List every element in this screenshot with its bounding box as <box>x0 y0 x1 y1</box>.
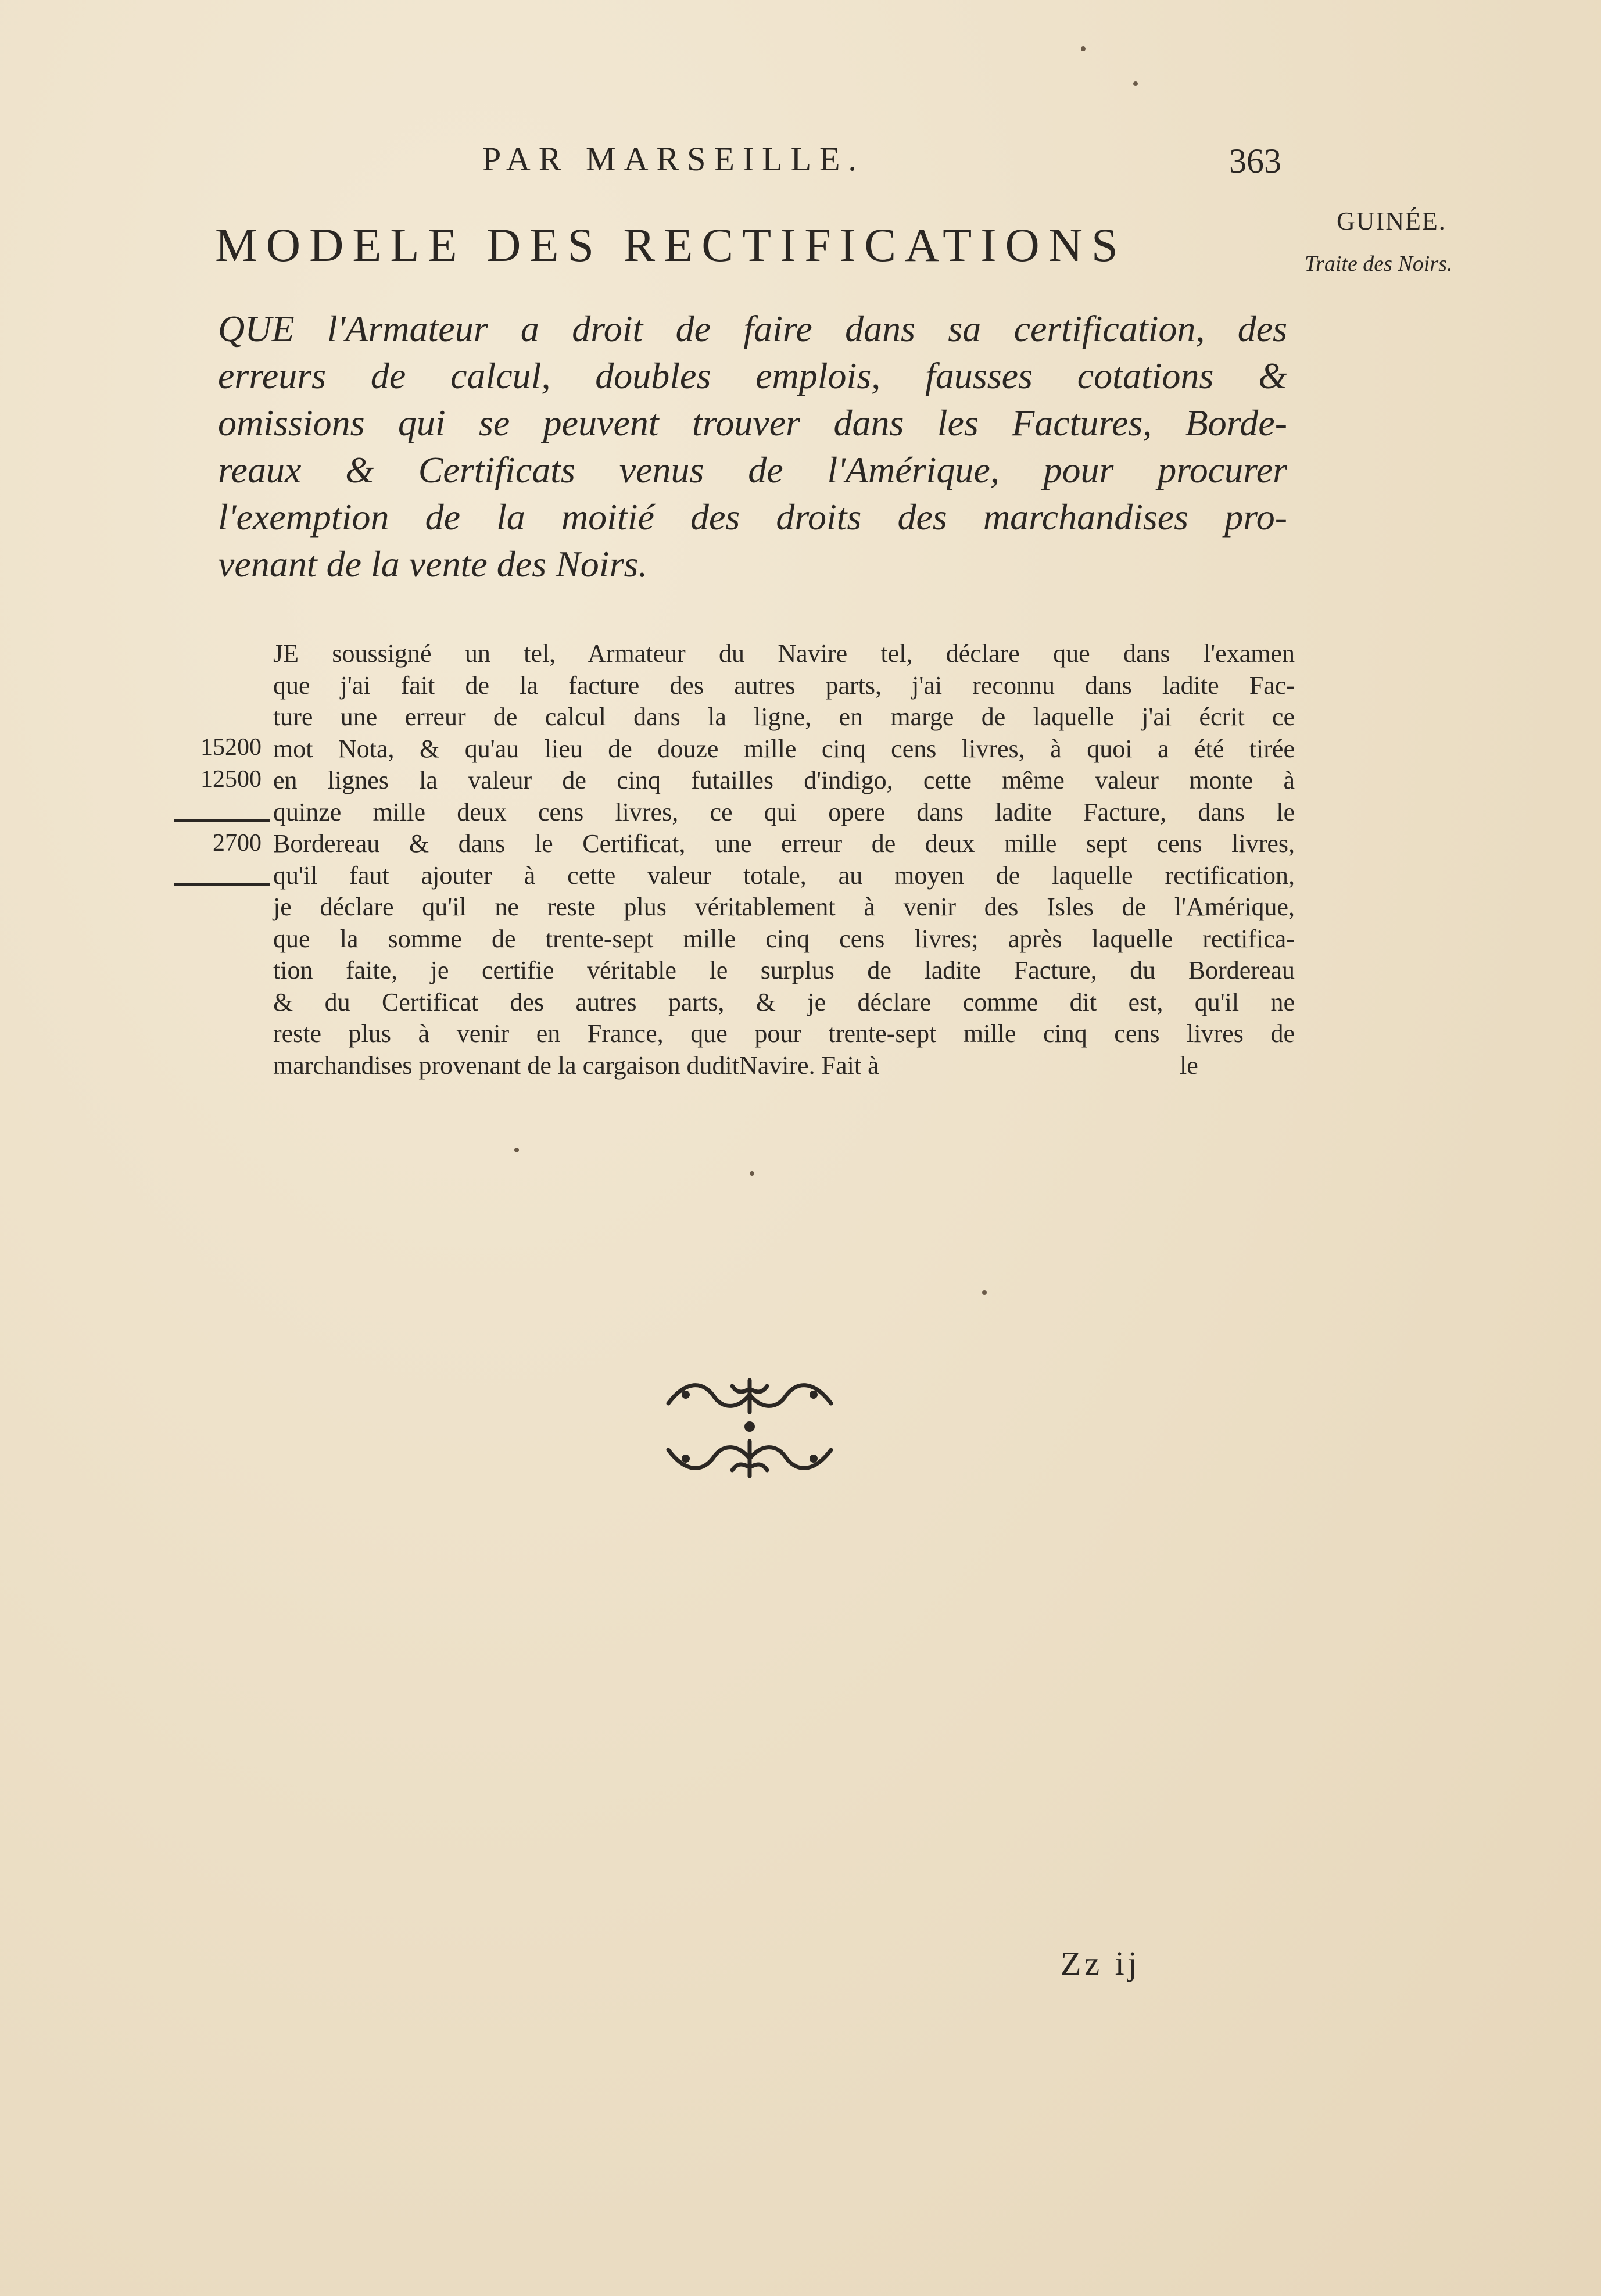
body-line-last-text: marchandises provenant de la cargaison duditNavire. Fait à <box>273 1051 879 1080</box>
body-line: que la somme de trente-sept mille cinq cens livres; après laquelle rectifica- <box>273 924 1295 953</box>
body-line: que j'ai fait de la facture des autres parts, j'ai reconnu dans ladite Fac- <box>273 671 1295 700</box>
preamble-line: reaux & Certificats venus de l'Amérique, pour procurer <box>218 449 1287 490</box>
margin-rule <box>174 883 270 886</box>
body-line: Bordereau & dans le Certificat, une erreur de deux mille sept cens livres, <box>273 829 1295 858</box>
preamble-line: omissions qui se peuvent trouver dans les Factures, Borde- <box>218 402 1287 443</box>
preamble-line: venant de la vente des Noirs. <box>218 543 648 585</box>
gathering-signature: Zz ij <box>1061 1944 1141 1982</box>
body-line: ture une erreur de calcul dans la ligne, en marge de laquelle j'ai écrit ce <box>273 703 1295 731</box>
preamble-line: erreurs de calcul, doubles emplois, fausses cotations & <box>218 355 1287 396</box>
margin-figure-original: 12500 <box>200 766 262 793</box>
margin-note-section: GUINÉE. <box>1337 207 1446 235</box>
body-text <box>273 638 1296 1081</box>
preamble-line: QUE l'Armateur a droit de faire dans sa certification, des <box>218 308 1287 349</box>
body-line: je déclare qu'il ne reste plus véritablement à venir des Isles de l'Amérique, <box>273 893 1295 921</box>
body-line: reste plus à venir en France, que pour trente-sept mille cinq cens livres de <box>273 1019 1295 1048</box>
margin-figure-difference: 2700 <box>213 830 262 857</box>
body-line: quinze mille deux cens livres, ce qui opere dans ladite Facture, dans le <box>273 797 1295 826</box>
body-line: qu'il faut ajouter à cette valeur totale, au moyen de laquelle rectification, <box>273 861 1295 890</box>
paper-speck <box>982 1290 987 1295</box>
paper-speck <box>514 1148 519 1152</box>
body-line-last <box>273 1050 1296 1082</box>
body-line-last-date: le <box>1180 1051 1198 1080</box>
margin-figure-corrected: 15200 <box>200 734 262 761</box>
body-line: mot Nota, & qu'au lieu de douze mille cinq cens livres, à quoi a été tirée <box>273 734 1295 763</box>
paper-speck <box>1133 81 1138 86</box>
body-line: tion faite, je certifie véritable le surplus de ladite Facture, du Bordereau <box>273 956 1295 984</box>
paper-speck <box>1081 46 1086 51</box>
margin-note-subsection: Traite des Noirs. <box>1305 252 1453 276</box>
running-title: PAR MARSEILLE. <box>482 140 865 178</box>
preamble <box>218 305 1293 588</box>
page-number: 363 <box>1229 142 1281 180</box>
preamble-line: l'exemption de la moitié des droits des marchandises pro- <box>218 496 1287 538</box>
paper-speck <box>750 1171 754 1176</box>
body-line: JE soussigné un tel, Armateur du Navire tel, déclare que dans l'examen <box>273 639 1295 668</box>
body-line: en lignes la valeur de cinq futailles d'indigo, cette même valeur monte à <box>273 766 1295 794</box>
margin-rule <box>174 819 270 822</box>
main-heading: MODELE DES RECTIFICATIONS <box>215 219 1127 271</box>
printers-ornament <box>662 1369 837 1487</box>
body-line: & du Certificat des autres parts, & je déclare comme dit est, qu'il ne <box>273 987 1295 1016</box>
